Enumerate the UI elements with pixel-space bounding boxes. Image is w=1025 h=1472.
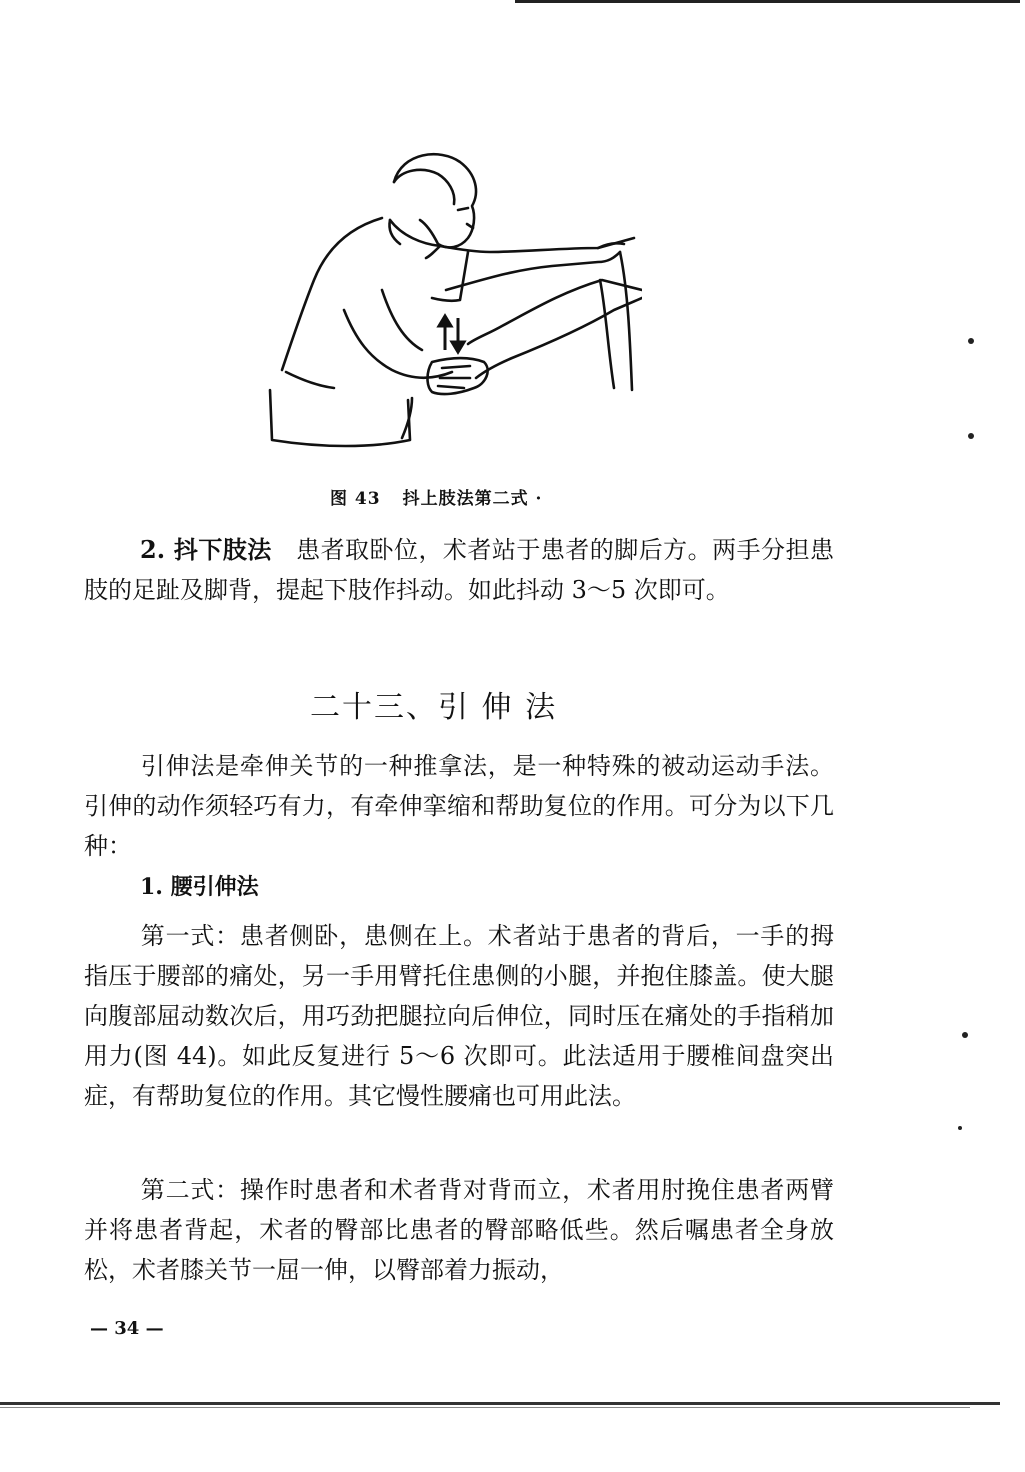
second-form-text: 第二式：操作时患者和术者背对背而立，术者用肘挽住患者两臂并将患者背起，术者的臀部比患者的臀部略低些。然后嘱患者全身放松，术者膝关节一屈一伸，以臀部着力振动， bbox=[84, 1176, 834, 1284]
bottom-rule-thin bbox=[0, 1407, 970, 1408]
subsection-title: 1. 腰引伸法 bbox=[140, 874, 259, 900]
intro-paragraph bbox=[84, 746, 834, 866]
top-rule bbox=[515, 0, 1020, 3]
scan-speck bbox=[968, 433, 974, 439]
bottom-rule bbox=[0, 1402, 1000, 1405]
intro-text: 引伸法是牵伸关节的一种推拿法，是一种特殊的被动运动手法。引伸的动作须轻巧有力，有牵伸挛缩和帮助复位的作用。可分为以下几种： bbox=[84, 752, 834, 860]
second-form-paragraph bbox=[84, 1170, 834, 1290]
illustration-figure-43 bbox=[262, 140, 642, 460]
figure-title: 抖上肢法第二式 · bbox=[402, 489, 543, 509]
section-heading: 二十三、引 伸 法 bbox=[310, 690, 558, 725]
page-number: — 34 — bbox=[90, 1318, 164, 1339]
scan-speck bbox=[962, 1032, 968, 1038]
first-form-paragraph bbox=[84, 916, 834, 1116]
figure-caption bbox=[330, 484, 542, 509]
section-2-body: 患者取卧位，术者站于患者的脚后方。两手分担患肢的足趾及脚背，提起下肢作抖动。如此抖动 3～5 次即可。 bbox=[84, 536, 835, 604]
section-2-label: 2. 抖下肢法 bbox=[140, 535, 272, 564]
figure-label: 图 43 bbox=[330, 489, 381, 509]
arm-shaking-illustration bbox=[262, 140, 642, 460]
scan-speck bbox=[968, 338, 974, 344]
section-2-paragraph bbox=[84, 530, 834, 610]
scan-speck bbox=[958, 1126, 962, 1130]
first-form-text: 第一式：患者侧卧，患侧在上。术者站于患者的背后，一手的拇指压于腰部的痛处，另一手用臂托住患侧的小腿，并抱住膝盖。使大腿向腹部屈动数次后，用巧劲把腿拉向后伸位，同时压在痛处的手指稍加用力(图 44)。如此反复进行 5～6 次即可。此法适用于腰椎间盘突出症，有帮助复位的作用。其它慢性腰痛也可用此法。 bbox=[84, 922, 834, 1110]
